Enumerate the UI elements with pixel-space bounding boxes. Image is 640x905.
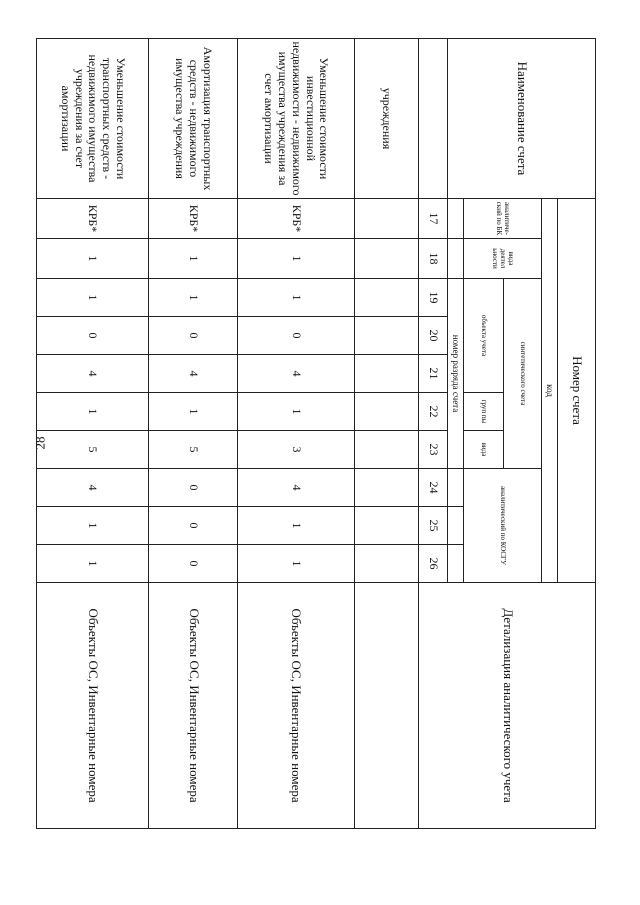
digit-cell: 20	[419, 317, 448, 355]
digit-cell: 23	[419, 431, 448, 469]
table-row	[354, 39, 419, 829]
detail-cell	[354, 583, 419, 829]
rotated-table-sheet	[36, 38, 596, 828]
digit-cell: 24	[419, 469, 448, 507]
digit-cell: 25	[419, 507, 448, 545]
digit-cell: 17	[419, 199, 448, 239]
header-account-object: объекта учета	[464, 279, 504, 393]
digit-cell: 22	[419, 393, 448, 431]
digit-cell: 19	[419, 279, 448, 317]
header-code: код	[542, 199, 558, 583]
detail-cell: Объекты ОС, Инвентарные номера	[238, 583, 354, 829]
table-row: Уменьшение стоимости инвестиционной недвижимости - недвижимого имущества учреждения за счет амортизации КРБ* 1 1 0 4 1 3 4 1 1 Объекты ОС, Инвентарные номера	[238, 39, 354, 829]
header-group: груп пы	[464, 393, 504, 431]
page-number: 28	[32, 436, 48, 450]
account-name-cell: Уменьшение стоимости транспортных средств - недвижимого имущества учреждения за счет амортизации	[37, 39, 149, 199]
header-kind: вида	[464, 431, 504, 469]
detail-cell: Объекты ОС, Инвентарные номера	[37, 583, 149, 829]
digit-cell: 21	[419, 355, 448, 393]
account-name-cell: учреждения	[354, 39, 419, 199]
table-row: Уменьшение стоимости транспортных средств - недвижимого имущества учреждения за счет амортизации КРБ* 1 1 0 4 1 5 4 1 1 Объекты ОС, Инвентарные номера	[37, 39, 149, 829]
account-name-cell: Уменьшение стоимости инвестиционной недвижимости - недвижимого имущества учреждения за счет амортизации	[238, 39, 354, 199]
header-digit-number: номер разряда счета	[448, 279, 464, 469]
header-synthetic-account: синтетического счета	[504, 279, 542, 469]
header-analytic-kosgu: аналитический по КОСГУ	[464, 469, 542, 583]
account-name-cell: Амортизация транспортных средств - недвижимого имущества учреждения	[148, 39, 237, 199]
header-account-name: Наименование счета	[448, 39, 596, 199]
header-analytic-bk: аналитический по БК	[464, 199, 542, 239]
table-row: Амортизация транспортных средств - недвижимого имущества учреждения КРБ* 1 1 0 4 1 5 0 0 0 Объекты ОС, Инвентарные номера	[148, 39, 237, 829]
detail-cell: Объекты ОС, Инвентарные номера	[148, 583, 237, 829]
account-table	[36, 38, 596, 829]
digit-cell: 18	[419, 239, 448, 279]
header-activity-type: вида деятел ьности	[464, 239, 542, 279]
header-account-number: Номер счета	[558, 199, 596, 583]
header-detail: Детализация аналитического учета	[419, 583, 596, 829]
digit-cell: 26	[419, 545, 448, 583]
